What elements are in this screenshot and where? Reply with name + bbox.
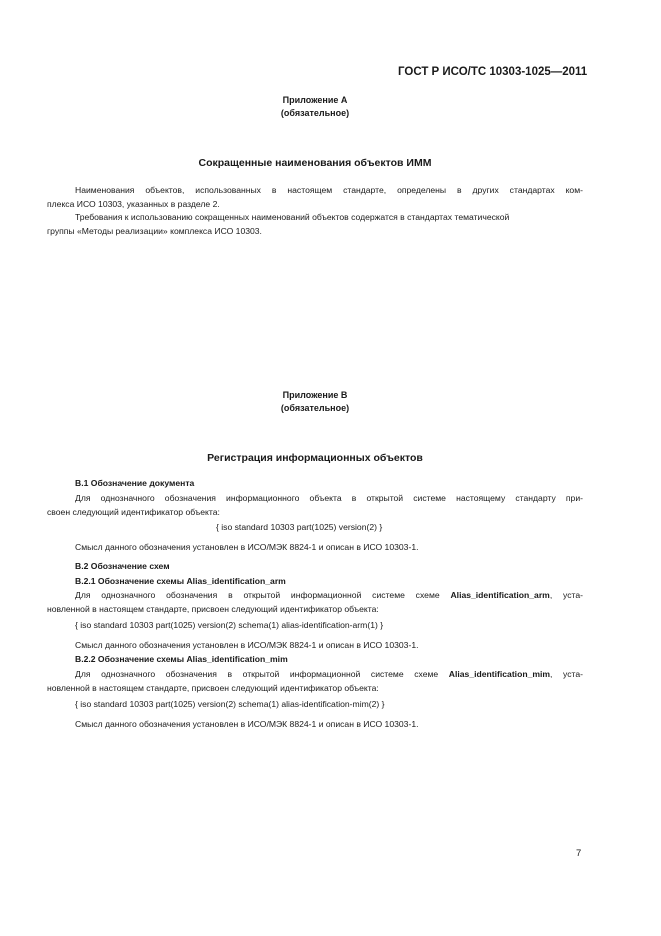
standard-code-header: ГОСТ Р ИСО/ТС 10303-1025—2011 xyxy=(398,66,588,78)
section-b22-heading: В.2.2 Обозначение схемы Alias_identification_mim xyxy=(75,654,288,664)
appendix-a-paragraph-1-line-1: Наименования объектов, использованных в настоящем стандарте, определены в других стандартах ком- xyxy=(75,185,583,195)
section-b22-paragraph-line-1: Для однозначного обозначения в открытой информационной системе схеме Alias_identification_mim, уста- xyxy=(75,669,583,679)
appendix-a-title: Сокращенные наименования объектов ИММ xyxy=(198,157,432,169)
section-b1-meaning: Смысл данного обозначения установлен в ИСО/МЭК 8824-1 и описан в ИСО 10303-1. xyxy=(75,542,419,552)
section-b21-meaning: Смысл данного обозначения установлен в ИСО/МЭК 8824-1 и описан в ИСО 10303-1. xyxy=(75,640,419,650)
section-b1-paragraph-line-2: своен следующий идентификатор объекта: xyxy=(47,507,220,517)
section-b21-paragraph-line-2: новленной в настоящем стандарте, присвоен следующий идентификатор объекта: xyxy=(47,604,379,614)
appendix-a-paragraph-2-line-1: Требования к использованию сокращенных наименований объектов содержатся в стандартах тематической xyxy=(75,212,510,222)
section-b2-heading: В.2 Обозначение схем xyxy=(75,561,170,571)
appendix-b-status: (обязательное) xyxy=(280,403,350,413)
section-b22-object-identifier: { iso standard 10303 part(1025) version(2) schema(1) alias-identification-mim(2) } xyxy=(75,699,385,709)
page-number: 7 xyxy=(576,848,582,859)
appendix-a-status: (обязательное) xyxy=(280,108,350,118)
section-b21-heading: В.2.1 Обозначение схемы Alias_identification_arm xyxy=(75,576,286,586)
appendix-a-paragraph-1-line-2: плекса ИСО 10303, указанных в разделе 2. xyxy=(47,199,220,209)
section-b22-paragraph-line-2: новленной в настоящем стандарте, присвоен следующий идентификатор объекта: xyxy=(47,683,379,693)
appendix-a-label: Приложение А xyxy=(282,95,348,105)
appendix-b-title: Регистрация информационных объектов xyxy=(207,452,423,464)
section-b21-object-identifier: { iso standard 10303 part(1025) version(2) schema(1) alias-identification-arm(1) } xyxy=(75,620,384,630)
section-b21-paragraph-line-1: Для однозначного обозначения в открытой информационной системе схеме Alias_identification_arm, уста- xyxy=(75,590,583,600)
appendix-b-label: Приложение В xyxy=(282,390,348,400)
appendix-a-paragraph-2-line-2: группы «Методы реализации» комплекса ИСО 10303. xyxy=(47,226,262,236)
section-b22-meaning: Смысл данного обозначения установлен в ИСО/МЭК 8824-1 и описан в ИСО 10303-1. xyxy=(75,719,419,729)
section-b1-object-identifier: { iso standard 10303 part(1025) version(2) } xyxy=(216,522,383,532)
section-b1-paragraph-line-1: Для однозначного обозначения информационного объекта в открытой системе настоящему стандарту при- xyxy=(75,493,583,503)
section-b1-heading: В.1 Обозначение документа xyxy=(75,478,195,488)
